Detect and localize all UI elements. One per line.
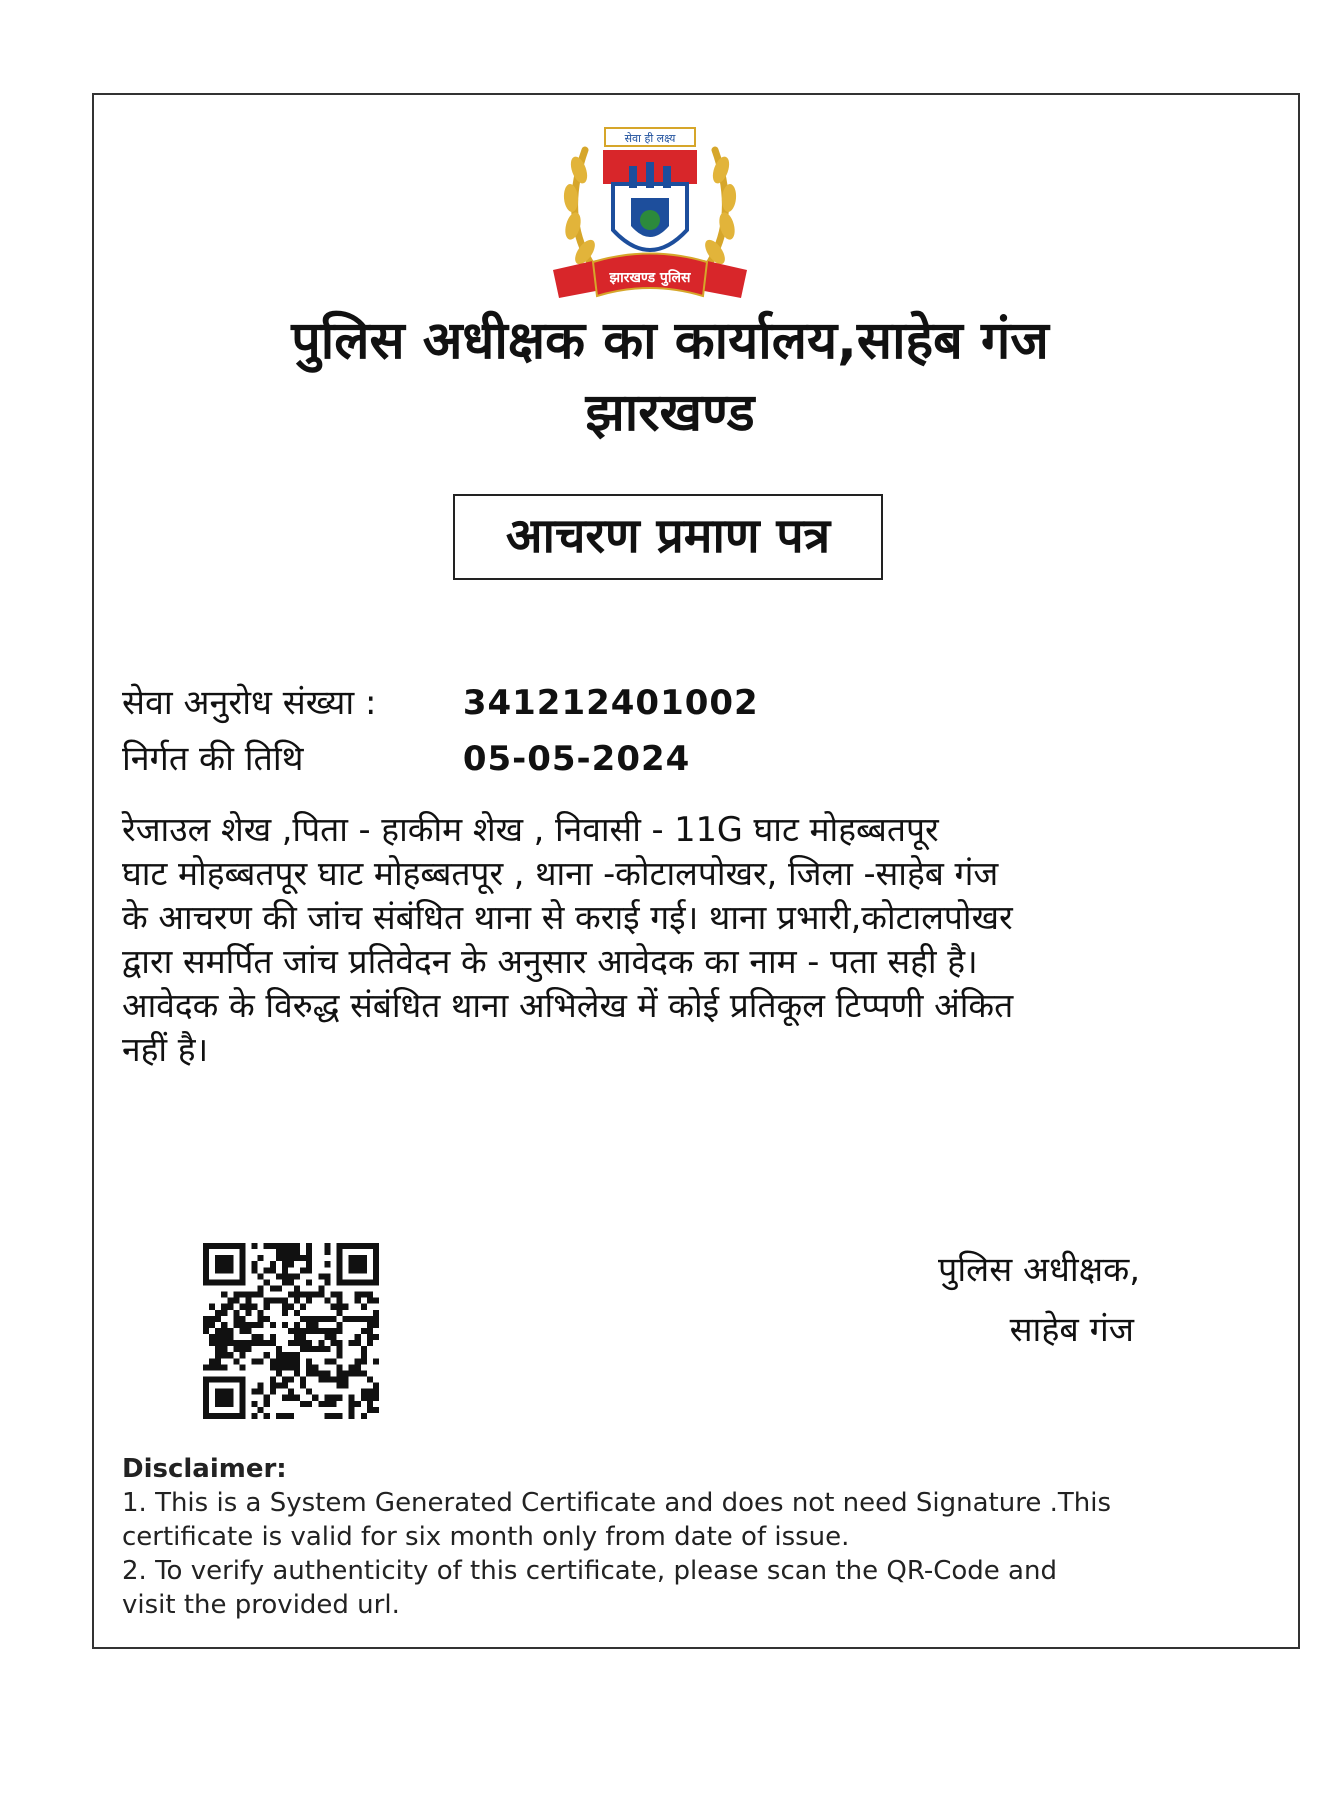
request-number-label: सेवा अनुरोध संख्या : — [122, 683, 377, 723]
issue-date-row — [122, 734, 690, 784]
disclaimer-heading: Disclaimer: — [122, 1454, 287, 1484]
emblem-ribbon-text: झारखण्ड पुलिस — [609, 270, 691, 286]
certificate-body — [122, 808, 1282, 1072]
body-line: घाट मोहब्बतपूर घाट मोहब्बतपूर , थाना -कोटालपोखर, जिला -साहेब गंज — [122, 854, 999, 893]
office-title-line-1: पुलिस अधीक्षक का कार्यालय,साहेब गंज — [291, 311, 1049, 371]
jharkhand-police-emblem — [535, 120, 765, 320]
certificate-title: आचरण प्रमाण पत्र — [453, 494, 883, 580]
disclaimer-line: visit the provided url. — [122, 1590, 400, 1620]
signature-title: पुलिस अधीक्षक, — [938, 1250, 1140, 1290]
body-line: रेजाउल शेख ,पिता - हाकीम शेख , निवासी - 11G घाट मोहब्बतपूर — [122, 810, 939, 849]
request-number-row — [122, 678, 759, 728]
body-line: आवेदक के विरुद्ध संबंधित थाना अभिलेख में कोई प्रतिकूल टिप्पणी अंकित — [122, 986, 1014, 1025]
disclaimer-line: 2. To verify authenticity of this certificate, please scan the QR-Code and — [122, 1556, 1057, 1586]
issue-date-label: निर्गत की तिथि — [122, 739, 304, 779]
disclaimer-line: certificate is valid for six month only from date of issue. — [122, 1522, 850, 1552]
disclaimer-line: 1. This is a System Generated Certificate and does not need Signature .This — [122, 1488, 1112, 1518]
qr-code[interactable] — [203, 1243, 379, 1419]
request-number-value: 341212401002 — [462, 683, 759, 723]
emblem-motto: सेवा ही लक्ष्य — [624, 132, 676, 145]
signature-location: साहेब गंज — [1009, 1310, 1134, 1350]
office-title — [120, 305, 1220, 449]
issue-date-value: 05-05-2024 — [462, 739, 691, 779]
body-line: के आचरण की जांच संबंधित थाना से कराई गई। थाना प्रभारी,कोटालपोखर — [122, 898, 1013, 937]
body-line: नहीं है। — [122, 1030, 209, 1069]
signature-block — [938, 1240, 1140, 1360]
disclaimer — [122, 1452, 1272, 1622]
office-title-line-2: झारखण्ड — [585, 383, 755, 443]
body-line: द्वारा समर्पित जांच प्रतिवेदन के अनुसार आवेदक का नाम - पता सही है। — [122, 942, 978, 981]
